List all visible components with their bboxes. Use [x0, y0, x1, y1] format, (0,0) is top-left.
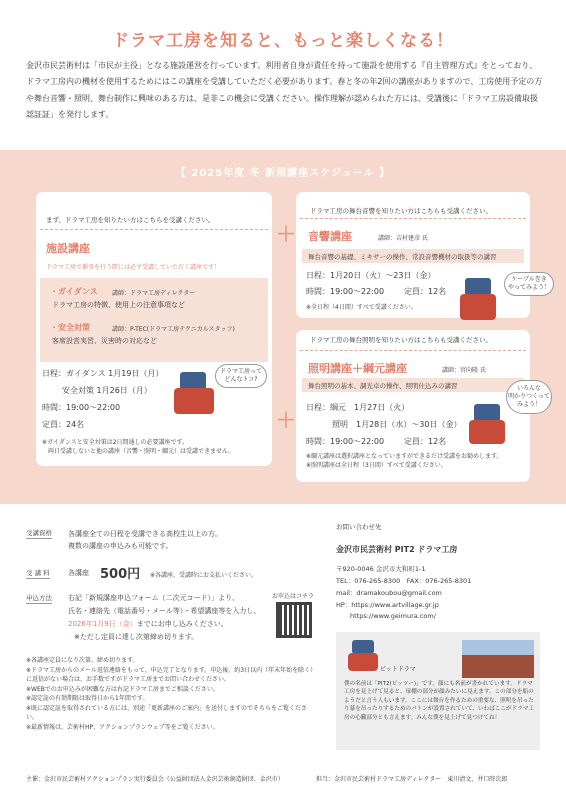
sound-time: 時間：19:00～22:00 — [306, 287, 385, 296]
qr-label: お申込はコチラ — [272, 593, 315, 600]
qualification-text: 各講座全ての日程を受講できる高校生以上の方。 複数の講座の申込みも可能です。 — [68, 530, 222, 550]
footer-sponsor: 主催：金沢市民芸術村アクションプラン実行委員会（公益財団法人金沢芸術創造財団、金沢市） — [26, 776, 284, 783]
item-guidance-lecturer: 講師：ドラマ工房ディレクター — [112, 290, 196, 297]
item-guidance-desc: ドラマ工房の特徴、使用上の注意事項など — [52, 301, 185, 309]
mascot-description: 僕の名前は「PIT2(ピッツー)」です。顔にも名前が書かれています。ドラマ工房を見上げて見ると、扉棚の部分が顔みたいに見えます。この部分を船のようだと言う人もいます。ここには舞台を作るための重要な、照明を吊ったり幕を吊ったりするためのバトンが設置されていて、いわばここがドラマ工房の心臓部分とも言えます。みんな僕を見上げて見つけてね！ — [344, 681, 534, 721]
light-note: ※綱元講座は選択講座となっていますができるだけ受講をお勧めします。 ※照明講座は全日程（3日間）すべて受講ください。 — [306, 453, 503, 469]
facility-date2: 安全対策 1月26日（月） — [62, 386, 152, 395]
footer-charge: 担当：金沢市民芸術村ドラマ工房ディレクター 東川清文、井口時次郎 — [316, 776, 508, 783]
fee-prefix: 各講座 — [68, 569, 89, 577]
mascot-body-icon — [460, 294, 496, 320]
apply-line2: 氏名・連絡先（電話番号・メール等）・希望講座等を入力し、 — [68, 607, 261, 615]
item-guidance-title: ・ガイダンス — [50, 287, 98, 296]
divider — [300, 350, 526, 351]
plus-sign: ＋ — [276, 222, 296, 246]
note-item: ※ドラマ工房からのメール返信連絡をもって、申込完了となります。申込後、約3日以内（年末年始を除く）に返信がない場合は、お手数ですがドラマ工房までお問い合わせください。 — [26, 666, 314, 683]
building-photo — [462, 640, 534, 678]
sound-lecturer: 講師：吉村建彦 氏 — [378, 235, 428, 242]
sound-desc: 舞台音響の基礎、ミキサーの操作、常設音響機材の取扱等の講習 — [302, 249, 524, 263]
light-date1: 日程：綱元 1月27日（火） — [306, 403, 410, 412]
item-safety-desc: 客席設営実習、災害時の対応など — [52, 337, 157, 345]
sound-capacity: 定員：12名 — [404, 287, 447, 296]
note-item: ※各講座定員になり次第、締め切ります。 — [26, 657, 139, 664]
notes-list — [26, 656, 316, 732]
sound-note: ※全日程（4日間）すべて受講ください。 — [306, 304, 417, 311]
contact-address: 〒920-0046 金沢市大和町1-1 — [336, 565, 426, 573]
facility-note: ※ガイダンスと安全対策は2日間通しの必要講座です。 両日受講しないと他の講座（音響・照明・綱元）は受講できません。 — [42, 439, 235, 455]
light-time: 時間：19:00～22:00 — [306, 437, 385, 446]
light-date2: 照明 1月28日（水）～30日（金） — [332, 420, 462, 429]
sound-speech-bubble: ケーブル巻き やってみよう！ — [504, 272, 554, 296]
mascot-body-icon — [469, 420, 505, 444]
facility-date1: 日程：ガイダンス 1月19日（月） — [42, 369, 164, 378]
fee-note: ※各講座、受講時にお支払いください。 — [150, 572, 258, 579]
qualification-label: 受講資格 — [26, 529, 52, 537]
schedule-header: 【 2025年度 冬 新規講座スケジュール 】 — [175, 168, 391, 179]
note-item: ※既に認定証を取得されている方には、別途「更新講座のご案内」を送付しますのでそちらをご覧ください。 — [26, 704, 308, 721]
light-desc: 舞台照明の基本、調光卓の操作、照明仕込みの講習 — [302, 378, 524, 392]
facility-speech-bubble: ドラマ工房って どんなトコ? — [215, 364, 267, 388]
light-title: 照明講座＋綱元講座 — [308, 362, 407, 375]
divider — [300, 218, 526, 219]
contact-label: お問い合わせ先 — [336, 523, 382, 531]
fee-amount: 500円 — [100, 567, 141, 582]
contact-tel: TEL：076-265-8300 FAX：076-265-8301 — [336, 577, 472, 585]
contact-name: 金沢市民芸術村 PIT2 ドラマ工房 — [336, 545, 458, 554]
light-lecturer: 講師：宮向隆 氏 — [442, 367, 486, 374]
contact-hp2[interactable]: https://www.geimura.com/ — [350, 612, 436, 620]
light-lead: ドラマ工房の舞台照明を知りたい方はこちらも受講ください。 — [310, 336, 492, 344]
divider — [40, 229, 268, 230]
item-safety-title: ・安全対策 — [50, 323, 90, 332]
apply-line4: ※ただし定員に達し次第締め切ります。 — [74, 633, 199, 641]
plus-sign: ＋ — [276, 408, 296, 432]
sound-date: 日程：1月20日（火）～23日（金） — [306, 271, 436, 280]
facility-title: 施設講座 — [46, 242, 90, 255]
light-speech-bubble: いろんな 明かりつくって みよう！ — [506, 380, 552, 414]
facility-time: 時間：19:00～22:00 — [42, 403, 121, 412]
apply-line3 — [68, 619, 228, 629]
note-item: ※WEBでのお申込みが困難な方は右記ドラマ工房までご相談ください。 — [26, 685, 219, 693]
contact-hp1[interactable]: HP：https://www.artvillage.gr.jp — [336, 601, 439, 609]
contact-mail[interactable]: mail：dramakoubou@gmail.com — [336, 589, 442, 597]
fee-label: 受 講 料 — [26, 569, 50, 577]
mascot-body-icon — [348, 653, 378, 671]
note-item: ※最新情報は、芸術村HP、アクションプランウェブ等をご覧ください。 — [26, 723, 219, 731]
page-title: ドラマ工房を知ると、もっと楽しくなる！ — [112, 31, 454, 51]
sound-lead: ドラマ工房の舞台音響を知りたい方はこちらも受講ください。 — [310, 207, 492, 215]
apply-label: 申込方法 — [26, 594, 52, 602]
mascot-body-icon — [174, 388, 214, 414]
item-safety-lecturer: 講師：P-TEC(ドラマ工房テクニカルスタッフ) — [112, 326, 235, 333]
sound-title: 音響講座 — [308, 230, 352, 243]
apply-deadline: 2026年1月9日（金） — [68, 620, 137, 628]
mascot-name: ピットドラマ — [380, 666, 416, 673]
apply-line1: 右記「新規講座申込フォーム（二次元コード）」より、 — [68, 594, 240, 602]
facility-capacity: 定員：24名 — [42, 420, 85, 429]
facility-sub: ドラマ工房で催事を行う際には必ず受講していただく講座です！ — [46, 264, 221, 271]
note-item: ※認定証の有効期限は取得日から1年間です。 — [26, 695, 149, 702]
qr-code-icon[interactable] — [276, 602, 312, 638]
apply-suffix: までにお申し込みください。 — [136, 620, 228, 628]
light-capacity: 定員：12名 — [404, 437, 447, 446]
facility-lead: まず、ドラマ工房を知りたい方はこちらを受講ください。 — [46, 216, 215, 224]
mascot-icon — [352, 640, 374, 654]
intro-text: 金沢市民芸術村は「市民が主役」となる施設運営を行っています。利用者自身が責任を持って施設を使用する『自主管理方式』をとっており、ドラマ工房内の機材を使用するためにはこの講座を受講していただく必要があります。春と冬の年2回の講座がありますので、工房使用予定の方や舞台音響・照明、舞台制作に興味のある方は、是非この機会に受講ください。操作理解が認められた方には、受講後に「ドラマ工房設備取扱認証証」を発行します。 — [26, 61, 543, 119]
